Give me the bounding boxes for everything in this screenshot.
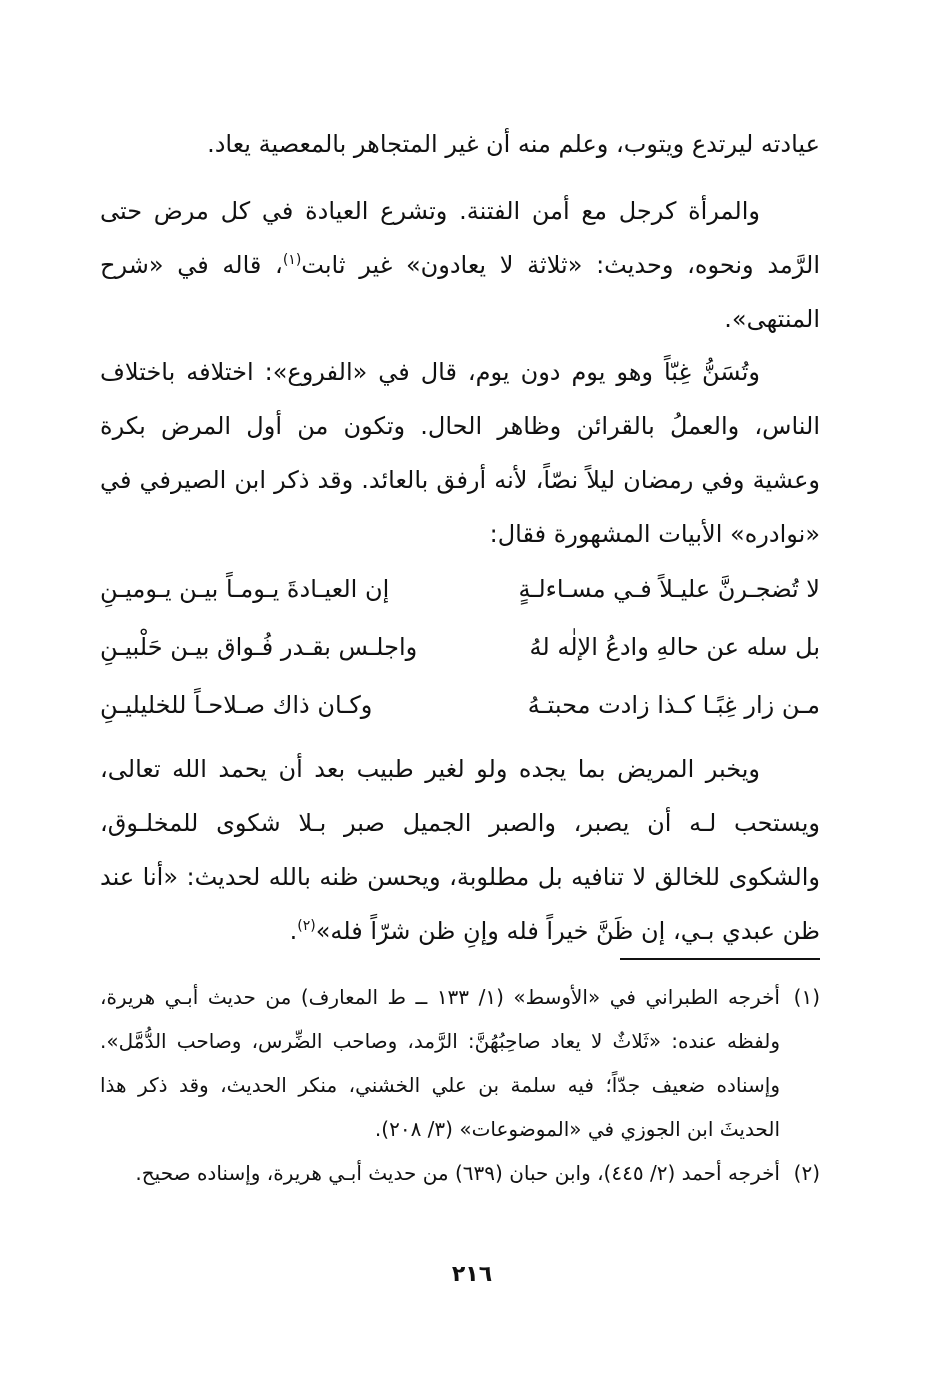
paragraph-patient-conduct (100, 742, 820, 958)
footnote-ref-2[interactable]: (٢) (297, 918, 316, 934)
footnote-2 (100, 1151, 820, 1195)
footnote-1 (100, 975, 820, 1151)
verse-line (100, 676, 820, 734)
footnote-text: أخرجه أحمد (٢/ ٤٤٥)، وابن حبان (٦٣٩) من حديث أبـي هريرة، وإسناده صحيح. (135, 1161, 780, 1185)
footnote-separator (620, 958, 820, 960)
footnote-number: (١) (793, 985, 820, 1009)
footnote-number: (٢) (793, 1161, 820, 1185)
verse-second-hemistich: واجلـس بقـدر فُـواق بيـن حَلْبيـنِ (100, 633, 418, 661)
verse-second-hemistich: وكـان ذاك صـلاحـاً للخليليـنِ (100, 691, 373, 719)
footnotes (100, 975, 820, 1195)
paragraph-text: والمرأة كرجل مع أمن الفتنة. وتشرع العيادة في كل مرض حتى الرَّمد ونحوه، وحديث: «ثلاثة لا يعادون» غير ثابت (100, 197, 821, 279)
footnote-ref-1[interactable]: (١) (282, 252, 302, 268)
paragraph-text: ، قاله في «شرح المنتهى». (100, 251, 820, 333)
paragraph-text: ويخبر المريض بما يجده ولو لغير طبيب بعد أن يحمد الله تعالى، ويستحب لـه أن يصبر، والصبر الجميل صبر بـلا شكوى للمخلـوق، والشكوى للخالق لا تنافيه بل مطلوبة، ويحسن ظنه بالله لحديث: «أنا عند ظن عبدي بـي، إن ظَنَّ خيراً فله وإنِ ظن شرّاً فله» (100, 755, 820, 945)
paragraph-visiting-frequency (100, 345, 820, 561)
paragraph-text: وتُسَنُّ غِبّاً وهو يوم دون يوم، قال في «الفروع»: اختلافه باختلاف الناس، والعملُ بالقرائن وظاهر الحال. وتكون من أول المرض بكرة وعشية وفي رمضان ليلاً نصّاً، لأنه أرفق بالعائد. وقد ذكر ابن الصيرفي في «نوادره» الأبيات المشهورة فقال: (100, 358, 820, 548)
footnote-text: أخرجه الطبراني في «الأوسط» (١/ ١٣٣ ــ ط المعارف) من حديث أبـي هريرة، ولفظه عنده: «ثَلاثٌ لا يعاد صاحِبُهُنَّ: الرَّمد، وصاحب الضِّرس، وصاحب الدُّمَّل». وإسناده ضعيف جدّاً؛ فيه سلمة بن علي الخشني، منكر الحديث، وقد ذكر هذا الحديثَ ابن الجوزي في «الموضوعات» (٣/ ٢٠٨). (100, 985, 780, 1141)
verse-first-hemistich: بل سله عن حالهِ وادعُ الإلٰه لهُ (529, 633, 820, 661)
verse-first-hemistich: مـن زار غِبًـا كـذا زادت محبتـهُ (527, 691, 820, 719)
poem-verses (100, 560, 820, 734)
verse-first-hemistich: لا تُضجـرنَّ عليـلاً فـي مسـاءلـةٍ (518, 575, 820, 603)
verse-line (100, 618, 820, 676)
verse-line (100, 560, 820, 618)
verse-second-hemistich: إن العيـادةَ يـومـاً بيـن يـوميـنِ (100, 575, 390, 603)
page-number: ٢١٦ (451, 1262, 493, 1287)
paragraph-text: عيادته ليرتدع ويتوب، وعلم منه أن غير المتجاهر بالمعصية يعاد. (207, 130, 820, 158)
paragraph-text: . (289, 917, 298, 945)
paragraph-continuation (100, 117, 820, 171)
paragraph-visiting-women (100, 184, 820, 346)
